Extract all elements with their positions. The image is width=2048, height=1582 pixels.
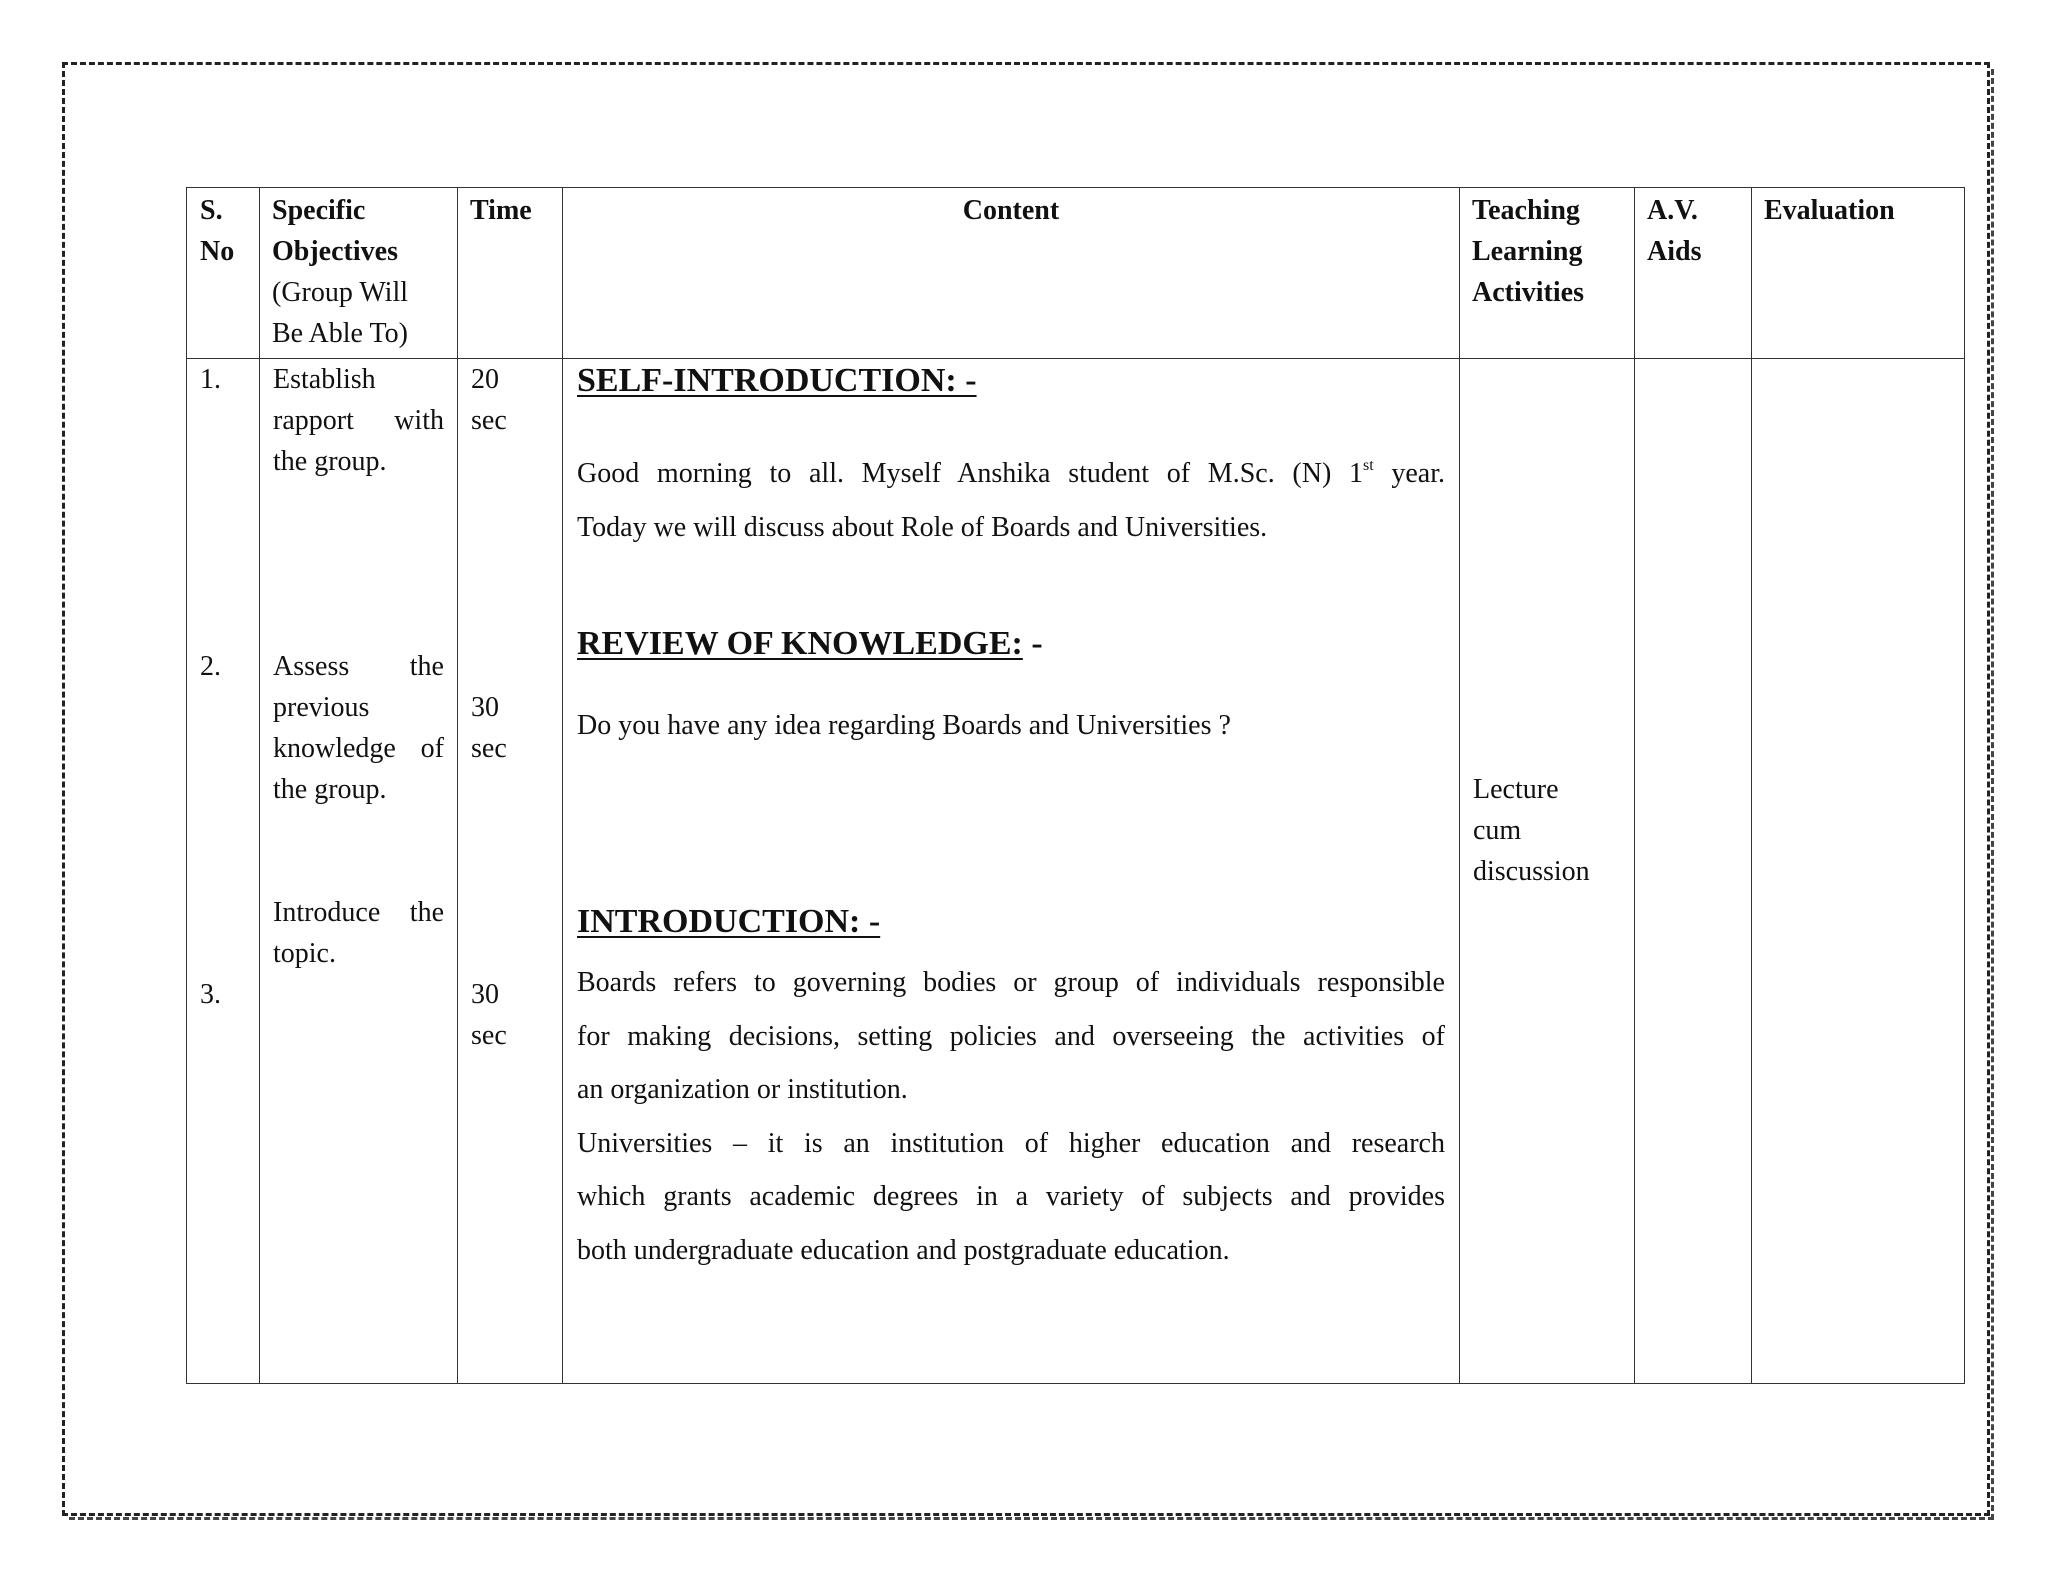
header-objectives xyxy=(260,188,458,359)
tla-line: cum xyxy=(1473,815,1522,846)
objective-line: rapport with xyxy=(273,405,444,436)
review-heading-suffix: - xyxy=(1022,625,1043,662)
self-introduction-text xyxy=(577,447,1445,554)
sno-cell xyxy=(187,359,260,1384)
objective-line: Introduce the xyxy=(273,897,444,928)
time-value: 30 xyxy=(471,979,499,1010)
header-av-line: Aids xyxy=(1647,236,1702,267)
tla-line: discussion xyxy=(1473,856,1590,887)
header-evaluation: Evaluation xyxy=(1752,188,1965,359)
objective-line: previous xyxy=(273,692,370,723)
review-heading-text: REVIEW OF KNOWLEDGE: xyxy=(577,625,1023,662)
introduction-text xyxy=(577,956,1445,1277)
header-objectives-line: Be Able To) xyxy=(272,318,408,349)
ordinal-superscript: st xyxy=(1362,457,1374,474)
tla-cell xyxy=(1460,359,1635,1384)
header-tla xyxy=(1460,188,1635,359)
time-cell xyxy=(458,359,563,1384)
sno-3: 3. xyxy=(200,979,221,1010)
self-introduction-heading xyxy=(577,359,977,403)
av-aids-cell xyxy=(1635,359,1752,1384)
time-value: 30 xyxy=(471,692,499,723)
introduction-heading-text: INTRODUCTION: - xyxy=(577,903,881,940)
review-question: Do you have any idea regarding Boards and Universities ? xyxy=(577,710,1231,741)
header-sno-line: S. xyxy=(200,195,223,226)
time-unit: sec xyxy=(471,405,507,436)
self-intro-line-1 xyxy=(577,447,1445,501)
objective-line: Assess the xyxy=(273,651,444,682)
time-value: 20 xyxy=(471,364,499,395)
header-tla-line: Teaching xyxy=(1472,195,1580,226)
universities-line: which grants academic degrees in a variety of subjects and provides xyxy=(577,1181,1445,1212)
self-intro-line-2: Today we will discuss about Role of Boards and Universities. xyxy=(577,511,1268,543)
header-content: Content xyxy=(563,188,1460,359)
time-1 xyxy=(471,359,507,441)
universities-line: both undergraduate education and postgraduate education. xyxy=(577,1234,1230,1266)
header-av-line: A.V. xyxy=(1647,195,1698,226)
content-cell xyxy=(563,359,1460,1384)
objective-3 xyxy=(273,892,444,974)
tla-line: Lecture xyxy=(1473,774,1559,805)
objective-line: the group. xyxy=(273,774,387,805)
header-objectives-line: Objectives xyxy=(272,236,398,267)
self-intro-line-1-end: year. xyxy=(1373,458,1445,489)
header-time: Time xyxy=(458,188,563,359)
header-tla-line: Activities xyxy=(1472,277,1584,308)
review-heading xyxy=(577,622,1043,666)
boards-line: an organization or institution. xyxy=(577,1074,908,1105)
objective-line: Establish xyxy=(273,364,376,395)
sno-2: 2. xyxy=(200,651,221,682)
lesson-plan-table xyxy=(186,187,1965,1384)
header-tla-line: Learning xyxy=(1472,236,1583,267)
header-sno-line: No xyxy=(200,236,235,267)
objective-line: topic. xyxy=(273,938,336,969)
objective-line: the group. xyxy=(273,446,387,477)
objective-1 xyxy=(273,359,444,482)
table-header-row xyxy=(187,188,1965,359)
boards-line: for making decisions, setting policies and overseeing the activities of xyxy=(577,1020,1445,1052)
time-unit: sec xyxy=(471,1020,507,1051)
header-objectives-line: Specific xyxy=(272,195,366,226)
universities-line: Universities – it is an institution of higher education and research xyxy=(577,1127,1445,1159)
table-body-row xyxy=(187,359,1965,1384)
sno-1: 1. xyxy=(200,364,221,395)
boards-line: Boards refers to governing bodies or group of individuals responsible xyxy=(577,967,1445,998)
evaluation-cell xyxy=(1752,359,1965,1384)
objectives-cell xyxy=(260,359,458,1384)
header-av-aids xyxy=(1635,188,1752,359)
time-unit: sec xyxy=(471,733,507,764)
header-objectives-line: (Group Will xyxy=(272,277,409,308)
self-intro-line-1-text: Good morning to all. Myself Anshika student of M.Sc. (N) 1 xyxy=(577,458,1363,489)
introduction-heading xyxy=(577,900,880,944)
self-introduction-heading-text: SELF-INTRODUCTION: - xyxy=(577,362,977,399)
tla-text xyxy=(1473,769,1590,892)
header-sno xyxy=(187,188,260,359)
objective-line: knowledge of xyxy=(273,733,444,764)
objective-2 xyxy=(273,646,444,810)
time-2 xyxy=(471,687,507,769)
time-3 xyxy=(471,974,507,1056)
